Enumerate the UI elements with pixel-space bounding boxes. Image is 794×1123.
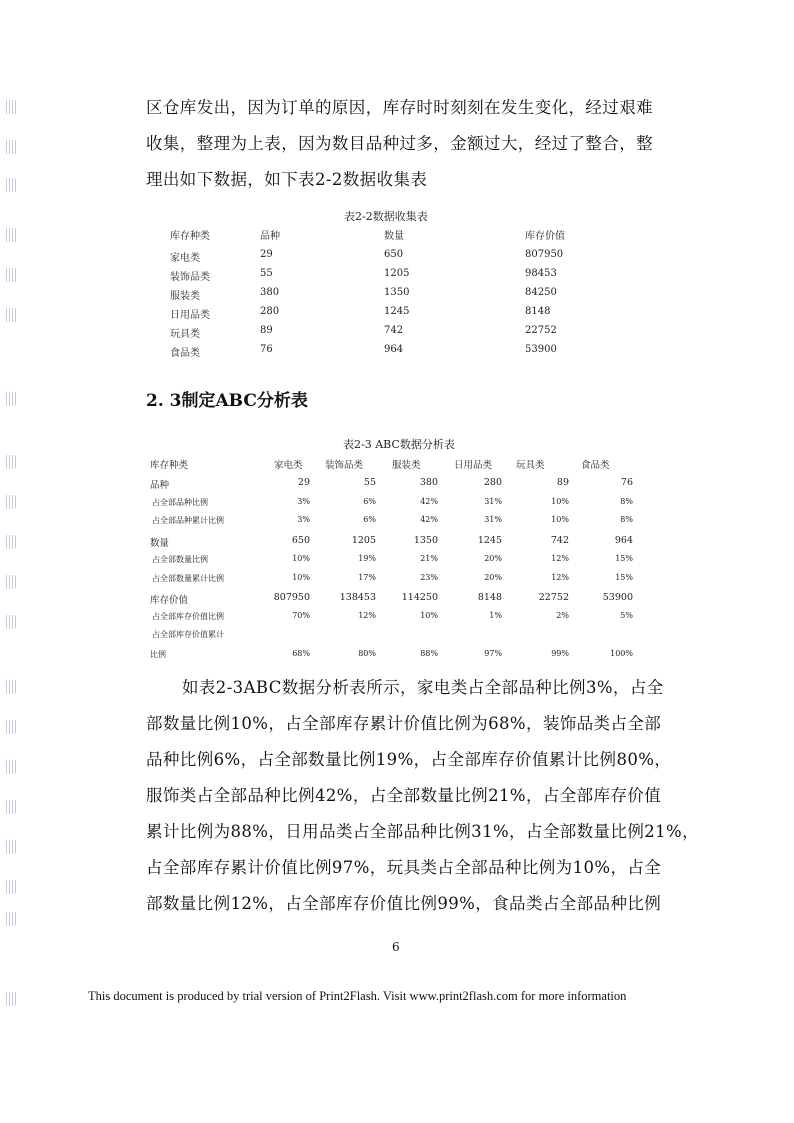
table-header-cell: 数量 [384,231,404,242]
table-cell: 98453 [525,268,557,279]
table-row-label: 占全部数量累计比例 [152,574,224,583]
table-cell: 89 [260,325,273,336]
table-2-2-caption: 表2-2数据收集表 [344,210,428,223]
table-cell: 8% [620,497,633,506]
table-cell: 10% [551,515,569,524]
paragraph-line: 如表2-3ABC数据分析表所示，家电类占全部品种比例3%，占全 [182,678,664,697]
table-header-cell: 装饰品类 [325,460,364,471]
table-header-cell: 日用品类 [454,460,493,471]
trial-notice-footer: This document is produced by trial version of Print2Flash. Visit www.print2flash.com for more information [88,989,627,1003]
table-header-cell: 库存种类 [150,460,189,471]
paragraph-line: 部数量比例12%，占全部库存价值比例99%，食品类占全部品种比例 [146,894,662,913]
table-cell: 114250 [401,592,438,603]
margin-mark [6,268,16,282]
table-cell: 88% [420,649,438,658]
table-header-cell: 库存价值 [525,231,565,242]
margin-mark [6,680,16,694]
table-cell: 1350 [413,535,438,546]
table-cell: 12% [551,554,569,563]
margin-mark [6,455,16,469]
table-cell: 964 [384,344,404,355]
table-cell: 10% [292,554,310,563]
paragraph-line: 收集，整理为上表，因为数目品种过多，金额过大，经过了整合，整 [146,134,653,153]
table-cell: 服装类 [170,291,200,302]
margin-mark [6,880,16,894]
table-cell: 20% [484,573,502,582]
table-cell: 6% [363,515,376,524]
table-cell: 6% [363,497,376,506]
table-cell: 23% [420,573,438,582]
table-cell: 12% [358,611,376,620]
table-row-label: 占全部库存价值累计 [152,630,224,639]
table-cell: 10% [551,497,569,506]
paragraph-line: 部数量比例10%，占全部库存累计价值比例为68%，装饰品类占全部 [146,714,662,733]
analysis-paragraph [146,670,700,922]
table-cell: 1245 [477,535,502,546]
table-cell: 89 [556,477,569,488]
table-cell: 100% [610,649,633,658]
table-row-label: 占全部品种比例 [152,498,208,507]
table-cell: 2% [556,611,569,620]
paragraph-line: 品种比例6%，占全部数量比例19%，占全部库存价值累计比例80%， [146,750,672,769]
paragraph-line: 服饰类占全部品种比例42%，占全部数量比例21%，占全部库存价值 [146,786,662,805]
table-cell: 装饰品类 [170,272,210,283]
table-cell: 31% [484,515,502,524]
table-cell: 964 [614,535,633,546]
table-cell: 70% [292,611,310,620]
margin-mark [6,912,16,926]
margin-mark [6,840,16,854]
paragraph-line: 理出如下数据，如下表2-2数据收集表 [146,170,428,189]
table-cell: 20% [484,554,502,563]
table-cell: 19% [358,554,376,563]
table-row-label: 品种 [150,480,170,491]
margin-mark [6,800,16,814]
margin-mark [6,992,16,1006]
margin-mark [6,228,16,242]
table-cell: 807950 [273,592,310,603]
table-cell: 5% [620,611,633,620]
table-cell: 53900 [525,344,557,355]
margin-mark [6,575,16,589]
table-cell: 742 [550,535,569,546]
margin-mark [6,308,16,322]
margin-mark [6,392,16,406]
table-cell: 97% [484,649,502,658]
table-cell: 76 [260,344,273,355]
paragraph-line: 区仓库发出，因为订单的原因，库存时时刻刻在发生变化，经过艰难 [146,98,653,117]
table-cell: 22752 [538,592,569,603]
table-cell: 380 [419,477,438,488]
table-cell: 650 [291,535,310,546]
table-cell: 280 [483,477,502,488]
table-cell: 31% [484,497,502,506]
margin-mark [6,535,16,549]
table-header-cell: 食品类 [581,460,610,471]
table-cell: 99% [551,649,569,658]
table-cell: 8148 [525,306,551,317]
table-cell: 68% [292,649,310,658]
paragraph-line: 占全部库存累计价值比例97%，玩具类占全部品种比例为10%，占全 [146,858,662,877]
table-cell: 21% [420,554,438,563]
table-cell: 10% [292,573,310,582]
table-cell: 42% [420,497,438,506]
table-cell: 807950 [525,249,564,260]
table-cell: 29 [297,477,310,488]
table-cell: 80% [358,649,376,658]
table-cell: 280 [260,306,280,317]
table-cell: 29 [260,249,273,260]
page-number: 6 [392,940,400,954]
table-cell: 22752 [525,325,557,336]
table-cell: 8148 [477,592,502,603]
margin-mark [6,615,16,629]
table-cell: 1245 [384,306,410,317]
table-cell: 742 [384,325,404,336]
table-cell: 55 [363,477,376,488]
table-cell: 380 [260,287,280,298]
table-cell: 12% [551,573,569,582]
table-cell: 3% [297,497,310,506]
table-2-3-caption: 表2-3 ABC数据分析表 [343,438,455,451]
table-header-cell: 库存种类 [170,231,210,242]
table-header-cell: 品种 [260,231,280,242]
table-cell: 15% [615,554,633,563]
table-cell: 日用品类 [170,310,210,321]
table-cell: 84250 [525,287,557,298]
table-row-label: 数量 [150,538,170,549]
table-cell: 食品类 [170,348,200,359]
section-heading: 2. 3制定ABC分析表 [146,391,308,411]
table-header-cell: 玩具类 [516,460,545,471]
paragraph-line: 累计比例为88%，日用品类占全部品种比例31%，占全部数量比例21%， [146,822,700,841]
intro-paragraph [146,90,666,198]
margin-mark [6,178,16,192]
table-cell: 1% [489,611,502,620]
margin-mark [6,760,16,774]
table-cell: 17% [358,573,376,582]
table-cell: 玩具类 [170,329,200,340]
table-header-cell: 家电类 [274,460,303,471]
table-cell: 1205 [351,535,376,546]
table-row-label: 占全部品种累计比例 [152,516,224,525]
table-cell: 138453 [339,592,376,603]
table-row-label: 占全部库存价值比例 [152,612,224,621]
table-cell: 10% [420,611,438,620]
table-cell: 42% [420,515,438,524]
table-cell: 3% [297,515,310,524]
table-cell: 76 [620,477,633,488]
table-row-label: 占全部数量比例 [152,555,208,564]
table-cell: 8% [620,515,633,524]
table-cell: 15% [615,573,633,582]
table-row-label: 库存价值 [150,595,189,606]
table-row-label: 比例 [150,650,166,659]
margin-mark [6,100,16,114]
table-cell: 家电类 [170,253,200,264]
margin-mark [6,495,16,509]
table-cell: 53900 [602,592,633,603]
table-cell: 1350 [384,287,410,298]
table-cell: 55 [260,268,273,279]
margin-mark [6,720,16,734]
margin-mark [6,140,16,154]
table-cell: 650 [384,249,404,260]
table-cell: 1205 [384,268,410,279]
table-header-cell: 服装类 [392,460,421,471]
